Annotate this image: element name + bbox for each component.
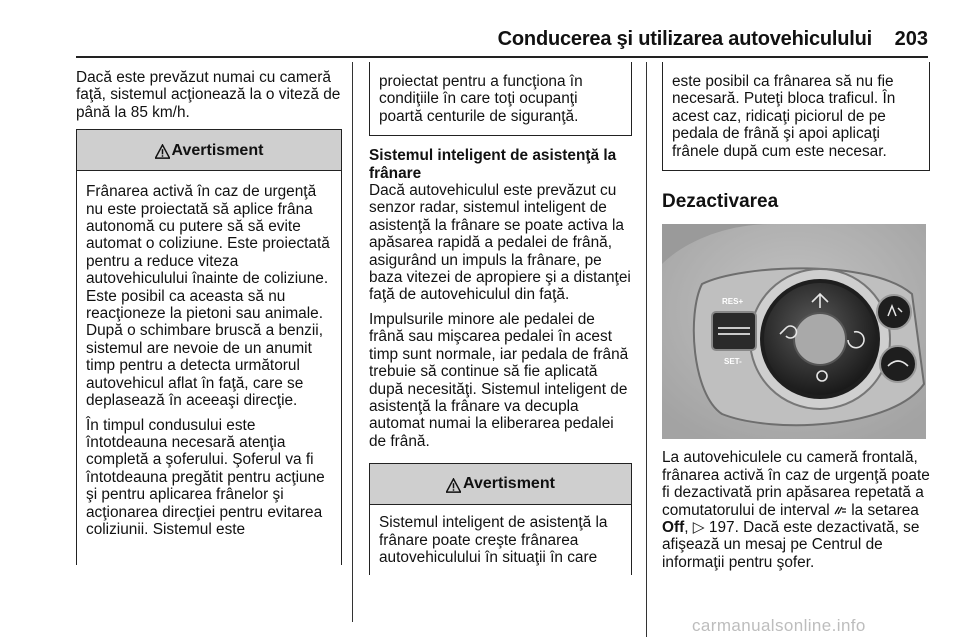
warning-title: Avertisment [171,141,264,159]
setting-off: Off [662,519,685,537]
set-label: SET- [724,357,742,367]
brake-assist-paragraph-2: Impulsurile minore ale pedalei de frână sau mişcarea pedalei în acest timp sunt normale, iar pedala de frână trebuie să continue să fie aplicată după necesităţi. Sistemul inteligent de asistenţă la frânare va decupla automat numai la eliberarea pedalei de frână. [369,310,629,450]
page-title: Conducerea şi utilizarea autovehiculului [497,28,872,50]
warning-triangle-icon [155,144,170,159]
res-label: RES+ [722,297,744,307]
warning-continuation-text: proiectat pentru a funcţiona în condiţiile în care toţi ocupanţi poartă centurile de siguranţă. [379,73,583,125]
distance-switch-icon [834,505,847,516]
brake-assist-paragraph-1: Dacă autovehiculul este prevăzut cu senzor radar, sistemul inteligent de asistenţă la frânare se poate activa la apăsarea rapidă a pedalei de frână, asigurând un impuls la frânare, pe baza vitezei de apropiere şi a distanţei faţă de autovehiculul din faţă. [369,182,631,304]
watermark: carmanualsonline.info [692,616,866,635]
deactivation-paragraph: La autovehiculele cu cameră frontală, frânarea activă în caz de urgenţă poate fi dezactivată prin apăsarea repetată a comutatorului de interval la setarea Off, ▷ 197. Dacă este dezactivată, se afişează un mesaj pe Centrul de informaţii pentru şofer. [662,449,930,571]
steering-wheel-controls-figure [662,224,926,439]
warning-paragraph-2: În timpul condusului este întotdeauna necesară atenţia completă a şoferului. Şoferul va fi întotdeauna pregătit pentru acţiune şi pentru aplicarea frânelor şi acţionarea direcţiei pentru evitarea coliziunii. Sistemul este [86,416,325,538]
warning-box-1 [76,129,342,565]
column-divider-1 [352,62,353,622]
column-3 [662,62,930,578]
header-divider [76,56,928,58]
section-heading-deactivation: Dezactivarea [662,191,779,213]
warning-paragraph-1: Frânarea activă în caz de urgenţă nu este proiectată să aplice frâna autonomă cu putere să să evite automat o coliziune. Este proiectată pentru a reduce viteza autovehiculului înainte de coliziune. Este posibil ca aceasta să nu reacţioneze la pietoni sau animale. După o schimbare bruscă a benzii, sistemul are nevoie de un anumit timp pentru a detecta următorul autovehicul aflat în faţă, care se deplasează în aceeaşi direcţie. [86,183,330,410]
warning-continuation-text-2: este posibil ca frânarea să nu fie necesară. Puteţi bloca traficul. În acest caz, ridicaţi piciorul de pe pedala de frână şi apoi aplicaţi frânele după cum este necesar. [672,73,896,160]
warning-continuation-2 [662,62,930,171]
warning-header-2 [370,463,631,505]
section-heading-brake-assist: Sistemul inteligent de asistenţă la frânare [369,147,617,182]
warning-text-2: Sistemul inteligent de asistenţă la frânare poate creşte frânarea autovehiculului în situaţii în care [379,514,608,566]
column-1 [76,69,342,565]
warning-triangle-icon [446,478,461,493]
intro-paragraph: Dacă este prevăzut numai cu cameră faţă, sistemul acţionează la o viteză de până la 85 km/h. [76,69,341,121]
page-header [0,0,960,58]
warning-body-2 [370,505,631,579]
warning-box-2 [369,463,632,575]
column-divider-2 [646,62,647,637]
warning-body [77,171,341,551]
warning-header [77,129,341,171]
warning-title-2: Avertisment [463,475,555,493]
page-reference-arrow-icon: ▷ [692,519,705,537]
warning-continuation [369,62,632,136]
page-number: 203 [894,28,928,50]
column-2 [369,62,632,575]
